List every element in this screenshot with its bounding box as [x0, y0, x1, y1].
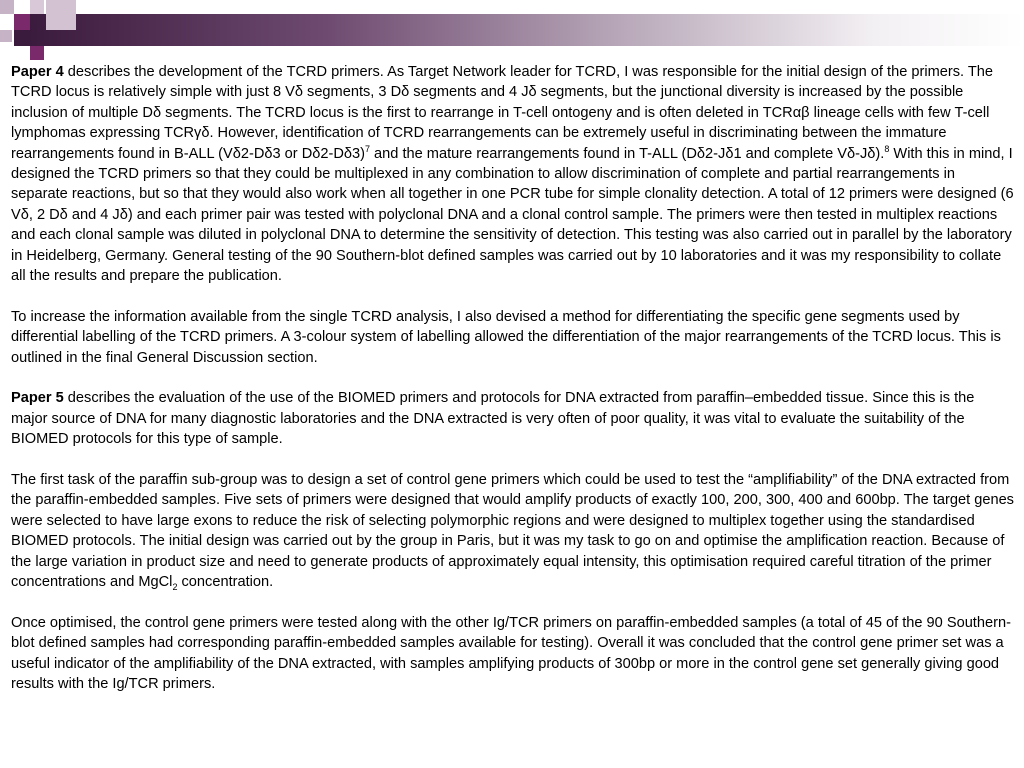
square-light-3	[46, 0, 76, 30]
paper-5-text: describes the evaluation of the use of the BIOMED primers and protocols for DNA extracted from paraffin–embedded tissue. Since this is the major source of DNA for many diagnostic laboratories and the DNA extracted is very often of poor quality, it was vital to evaluate the suitability of the BIOMED protocols for this type of sample.	[11, 390, 975, 448]
decorative-squares-logo	[0, 0, 80, 62]
header-decoration	[0, 0, 1024, 46]
header-gradient-bar	[28, 14, 1024, 46]
square-light-4	[0, 30, 12, 42]
paragraph-optimisation-results	[11, 613, 1014, 695]
paper-5-heading: Paper 5	[11, 390, 64, 407]
square-light-1	[0, 0, 14, 14]
optimisation-results-text: Once optimised, the control gene primers were tested along with the other Ig/TCR primers on paraffin-embedded samples (a total of 45 of the 90 Southern-blot defined samples had corresponding paraffin-embedded samples available for testing). Overall it was concluded that the control gene primer set was a useful indicator of the amplifiability of the DNA extracted, with samples amplifying products of 300bp or more in the control gene set generally giving good results with the Ig/TCR primers.	[11, 614, 1011, 693]
paper-4-heading: Paper 4	[11, 64, 64, 80]
paragraph-paraffin-control-genes	[11, 470, 1014, 592]
paragraph-paper-4	[11, 62, 1014, 286]
square-mid-1	[14, 14, 30, 30]
paper-4-text-c: With this in mind, I designed the TCRD primers so that they could be multiplexed in any combination to allow discrimination of complete and partial rearrangements in separate reactions, but so that they would also work when all together in one PCR tube for simple clonality detection. A total of 12 primers were designed (6 Vδ, 2 Dδ and 4 Jδ) and each primer pair was tested with polyclonal DNA and a clonal control sample. The primers were then tested in multiplex reactions and each clonal sample was diluted in polyclonal DNA to determine the sensitivity of detection. This testing was also carried out in parallel by the laboratory in Heidelberg, Germany. General testing of the 90 Southern-blot defined samples was carried out by 10 laboratories and it was my responsibility to collate all the results and prepare the publication.	[11, 145, 1014, 285]
document-body	[11, 62, 1014, 715]
reference-8: 8	[884, 143, 890, 154]
paper-4-text-b: and the mature rearrangements found in T-ALL (Dδ2-Jδ1 and complete Vδ-Jδ).	[370, 145, 885, 162]
paragraph-tcrd-labelling	[11, 307, 1014, 368]
paragraph-paper-5	[11, 388, 1014, 449]
control-genes-text-a: The first task of the paraffin sub-group was to design a set of control gene primers which could be used to test the “amplifiability” of the DNA extracted from the paraffin-embedded samples. Five sets of primers were designed that would amplify products of exactly 100, 200, 300, 400 and 600bp. The target genes were selected to have large exons to reduce the risk of selecting polymorphic regions and were designed to multiplex together using the standardised BIOMED protocols. The initial design was carried out by the group in Paris, but it was my task to go on and optimise the amplification reaction. Because of the large variation in product size and need to generate products of approximately equal intensity, this optimisation required careful titration of the primer concentrations and MgCl	[11, 472, 1014, 591]
control-genes-text-b: concentration.	[177, 574, 274, 591]
mgcl2-subscript: 2	[172, 582, 178, 593]
paper-4-text-a: describes the development of the TCRD primers. As Target Network leader for TCRD, I was responsible for the initial design of the primers. The TCRD locus is relatively simple with just 8 Vδ segments, 3 Dδ segments and 4 Jδ segments, but the junctional diversity is increased by the possible inclusion of multiple Dδ segments. The TCRD locus is the first to rearrange in T-cell ontogeny and is often deleted in TCRαβ lineage cells with few T-cell lymphomas expressing TCRγδ. However, identification of TCRD rearrangements can be extremely useful in discriminating between the immature rearrangements found in B-ALL (Vδ2-Dδ3 or Dδ2-Dδ3)	[11, 64, 994, 162]
reference-7: 7	[364, 143, 370, 154]
square-light-2	[30, 0, 44, 14]
square-mid-2	[30, 46, 44, 60]
tcrd-labelling-text: To increase the information available from the single TCRD analysis, I also devised a method for differentiating the specific gene segments used by differential labelling of the TCRD primers. A 3-colour system of labelling allowed the differentiation of the major rearrangements of the TCRD locus. This is outlined in the final General Discussion section.	[11, 308, 1001, 366]
square-dark-1	[14, 30, 30, 46]
